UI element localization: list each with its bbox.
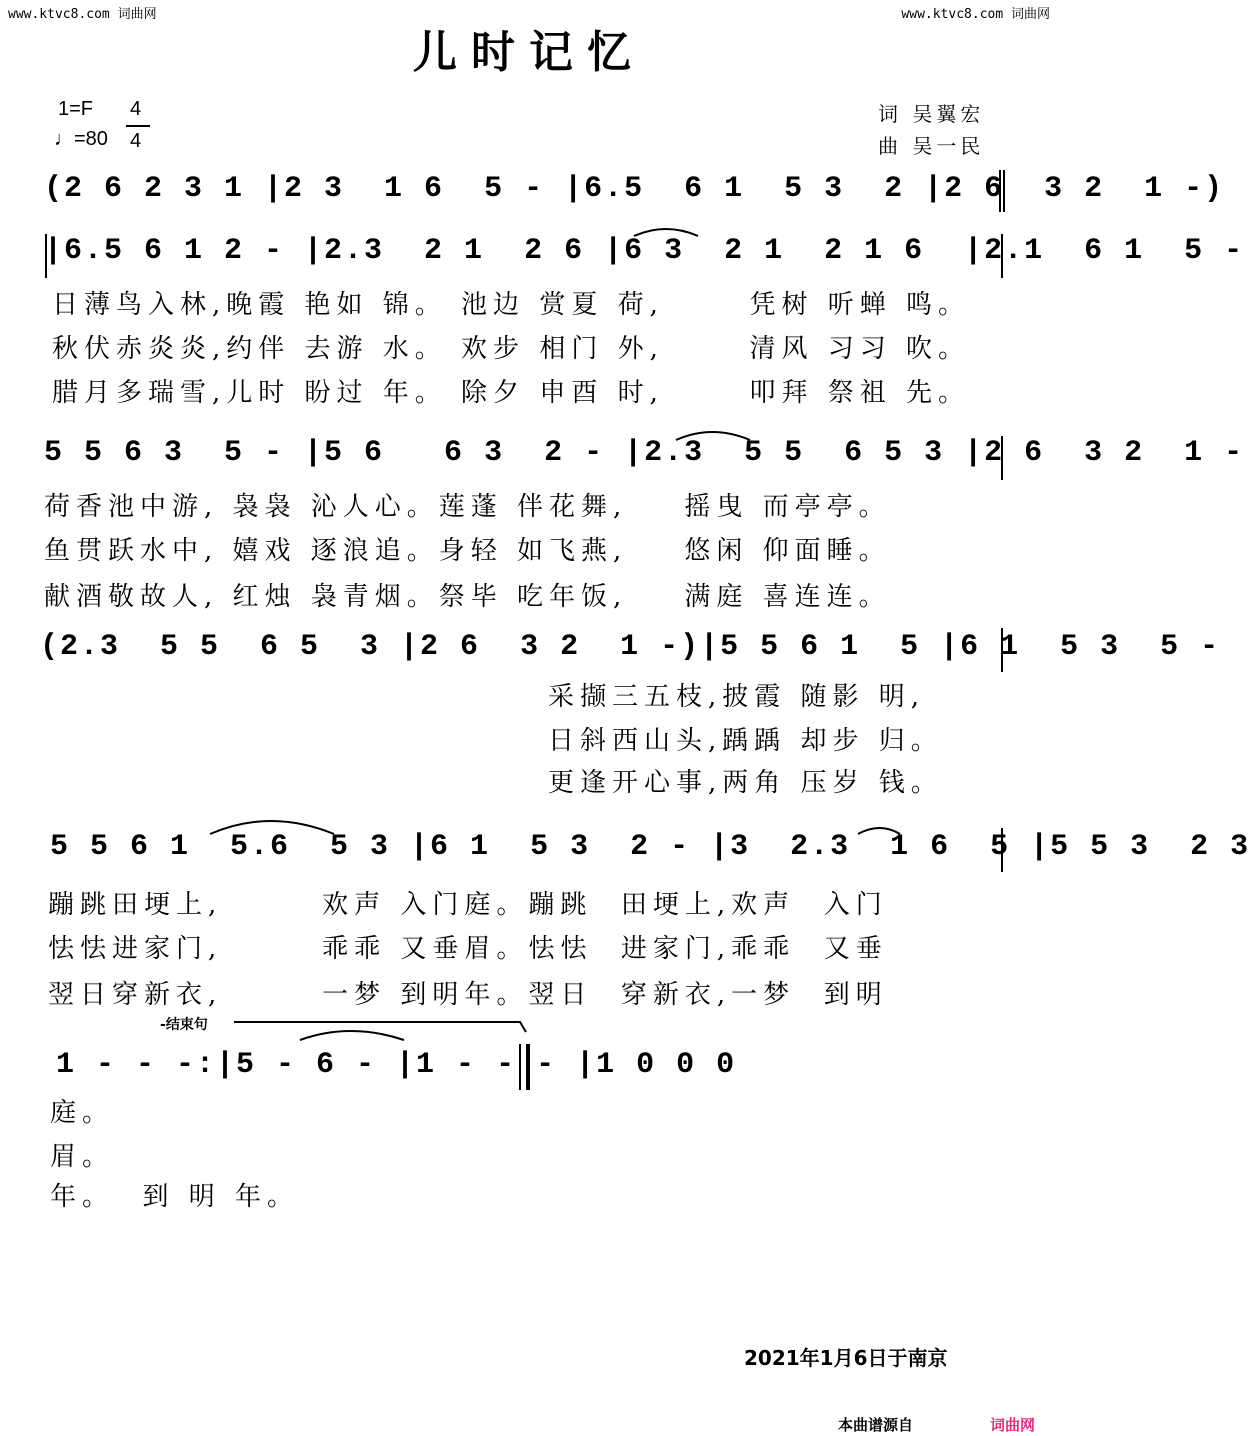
slur bbox=[676, 432, 750, 440]
tempo-marking: ♩=80 bbox=[54, 128, 108, 150]
watermark-left: www.ktvc8.com 词曲网 bbox=[8, 7, 157, 22]
lyric-row-5-verse-1: 蹦跳田埂上, 欢声 入门庭。蹦跳 田埂上,欢声 入门 bbox=[48, 890, 888, 920]
lyric-row-4-verse-3: 更逢开心事,两角 压岁 钱。 bbox=[548, 768, 943, 798]
lyric-row-3-verse-3: 献酒敬故人, 红烛 袅青烟。祭毕 吃年饭, 满庭 喜连连。 bbox=[44, 582, 891, 612]
lyric-row-3-verse-2: 鱼贯跃水中, 嬉戏 逐浪追。身轻 如飞燕, 悠闲 仰面睡。 bbox=[44, 536, 891, 566]
lyric-row-4-verse-2: 日斜西山头,踽踽 却步 归。 bbox=[548, 726, 943, 756]
lyric-row-3-verse-1: 荷香池中游, 袅袅 沁人心。莲蓬 伴花舞, 摇曳 而亭亭。 bbox=[44, 492, 891, 522]
notation-row-4: (2.3 5 5 6 5 3 |2 6 3 2 1 -)|5 5 6 1 5 |6 1 5 3 5 - bbox=[40, 630, 1221, 664]
lyric-row-6-verse-3: 年。 到 明 年。 bbox=[50, 1182, 300, 1212]
notation-row-1: (2 6 2 3 1 |2 3 1 6 5 - |6.5 6 1 5 3 2 |2 6 3 2 1 -) bbox=[44, 172, 1225, 206]
song-title: 儿时记忆 bbox=[413, 27, 645, 78]
composer-credit: 曲 吴一民 bbox=[878, 134, 985, 158]
lyric-row-6-verse-1: 庭。 bbox=[50, 1098, 115, 1128]
slur bbox=[634, 229, 698, 236]
notation-row-3: 5 5 6 3 5 - |5 6 6 3 2 - |2.3 5 5 6 5 3 |2 6 3 2 1 - bbox=[44, 436, 1245, 470]
notation-row-6: 1 - - -:|5 - 6 - |1 - - - |1 0 0 0 bbox=[56, 1048, 737, 1082]
slur bbox=[300, 1031, 404, 1040]
lyricist-credit: 词 吴翼宏 bbox=[878, 102, 985, 126]
key-signature: 1=F bbox=[58, 98, 94, 120]
lyric-row-4-verse-1: 采撷三五枝,披霞 随影 明, bbox=[548, 682, 926, 712]
lyric-row-2-verse-3: 腊月多瑞雪,儿时 盼过 年。 除夕 申酉 时, 叩拜 祭祖 先。 bbox=[52, 378, 970, 408]
slur bbox=[858, 828, 900, 834]
lyric-row-2-verse-1: 日薄鸟入林,晚霞 艳如 锦。 池边 赏夏 荷, 凭树 听蝉 鸣。 bbox=[52, 290, 970, 320]
source-label: 本曲谱源自 bbox=[838, 1416, 914, 1434]
lyric-row-2-verse-2: 秋伏赤炎炎,约伴 去游 水。 欢步 相门 外, 清风 习习 吹。 bbox=[52, 334, 970, 364]
source-logo: 词曲网 bbox=[990, 1416, 1036, 1434]
notation-row-2: |6.5 6 1 2 - |2.3 2 1 2 6 |6 3 2 1 2 1 6 |2.1 6 1 5 - bbox=[44, 234, 1245, 268]
time-signature-top: 4 bbox=[130, 98, 142, 120]
quarter-note-icon: ♩ bbox=[54, 128, 74, 150]
lyric-row-5-verse-2: 怯怯进家门, 乖乖 又垂眉。怯怯 进家门,乖乖 又垂 bbox=[48, 934, 888, 964]
ending-bracket bbox=[234, 1022, 526, 1032]
slur bbox=[210, 821, 334, 834]
time-signature-bottom: 4 bbox=[130, 130, 142, 152]
lyric-row-6-verse-2: 眉。 bbox=[50, 1142, 115, 1172]
date-place: 2021年1月6日于南京 bbox=[744, 1346, 948, 1370]
lyric-row-5-verse-3: 翌日穿新衣, 一梦 到明年。翌日 穿新衣,一梦 到明 bbox=[48, 980, 888, 1010]
notation-row-5: 5 5 6 1 5.6 5 3 |6 1 5 3 2 - |3 2.3 1 6 5 |5 5 3 2 3 bbox=[50, 830, 1250, 864]
ending-label: -结束句 bbox=[160, 1017, 208, 1033]
watermark-right: www.ktvc8.com 词曲网 bbox=[901, 7, 1050, 22]
